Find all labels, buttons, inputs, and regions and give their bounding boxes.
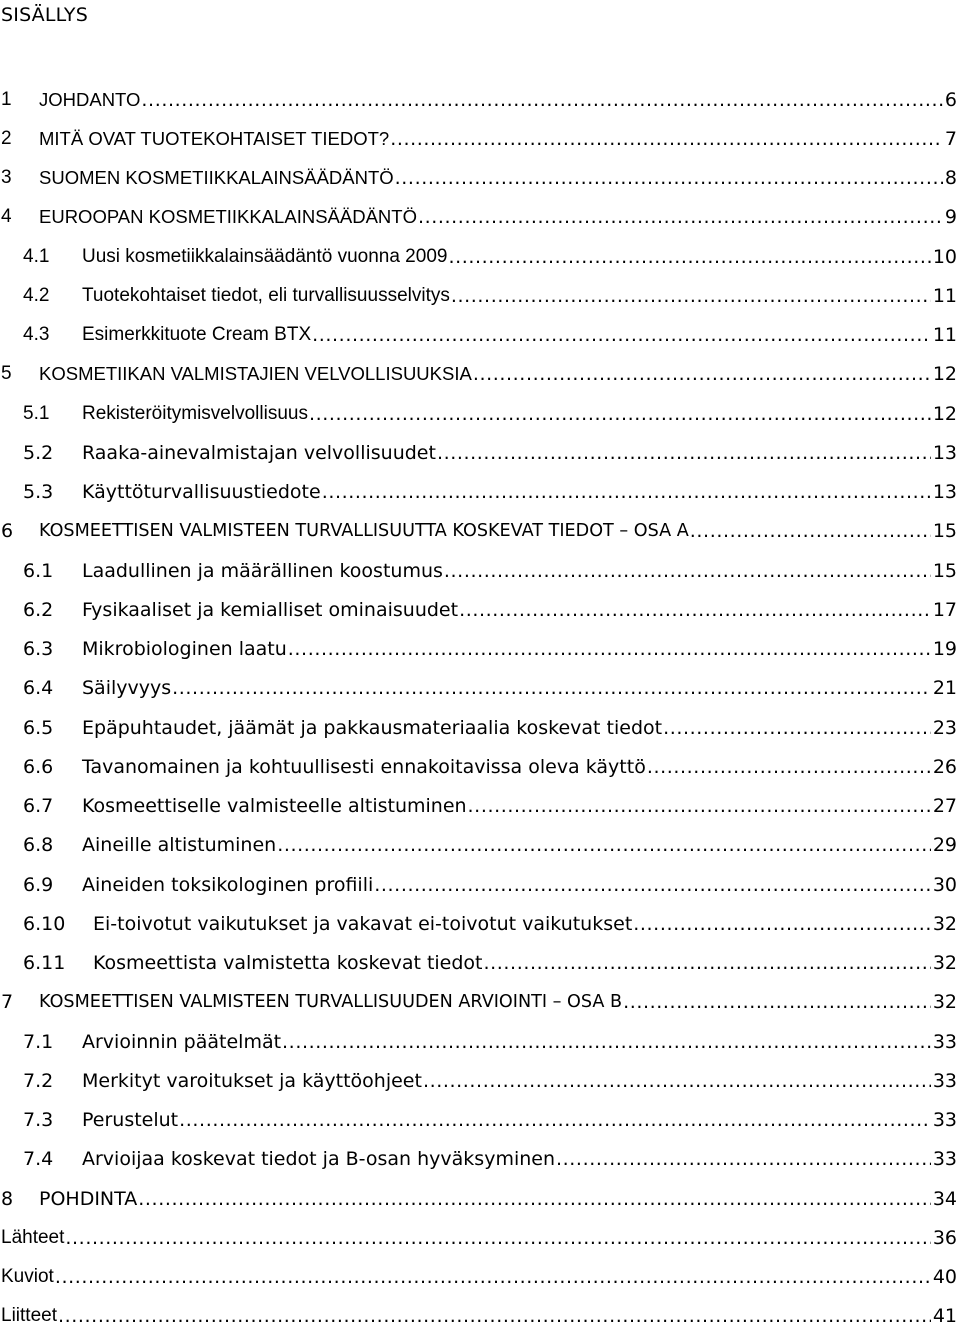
dot-leader [138, 1188, 931, 1210]
toc-entry-title: Käyttöturvallisuustiedote [82, 481, 321, 504]
dot-leader [459, 599, 931, 621]
dot-leader [647, 756, 931, 778]
toc-entry-page: 32 [932, 952, 957, 975]
table-of-contents [0, 80, 957, 1336]
toc-entry[interactable] [0, 983, 957, 1022]
dot-leader [179, 1109, 931, 1131]
toc-entry-title: Rekisteröitymisvelvollisuus [82, 402, 308, 424]
toc-entry[interactable] [0, 747, 957, 786]
toc-entry[interactable] [0, 826, 957, 865]
toc-entry[interactable] [0, 316, 957, 355]
dot-leader [451, 285, 931, 307]
toc-entry-page: 9 [944, 206, 957, 229]
dot-leader [444, 560, 931, 582]
toc-entry-title: Tuotekohtaiset tiedot, eli turvallisuusselvitys [82, 284, 450, 306]
toc-entry-number: 6.3 [23, 638, 54, 661]
toc-entry[interactable] [0, 198, 957, 237]
toc-entry-title: Mikrobiologinen laatu [82, 638, 287, 661]
toc-entry-page: 17 [932, 598, 957, 621]
toc-entry-number: 6.2 [23, 598, 54, 621]
toc-entry-title: KOSMEETTISEN VALMISTEEN TURVALLISUUTTA KOSKEVAT TIEDOT – OSA A [39, 521, 689, 542]
toc-entry-page: 41 [932, 1305, 957, 1328]
toc-entry-page: 36 [932, 1226, 957, 1249]
toc-entry-number: 2 [1, 127, 12, 149]
toc-entry-number: 6.10 [23, 912, 66, 935]
toc-entry-page: 27 [932, 795, 957, 818]
dot-leader [390, 128, 943, 150]
toc-entry-title: Arvioinnin päätelmät [82, 1030, 282, 1053]
toc-entry-number: 5.2 [23, 441, 54, 464]
toc-entry-title: Epäpuhtaudet, jäämät ja pakkausmateriaalia koskevat tiedot [82, 716, 663, 739]
toc-entry[interactable] [0, 1179, 957, 1218]
dot-leader [288, 638, 931, 660]
toc-entry-page: 13 [932, 481, 957, 504]
toc-entry-page: 23 [932, 716, 957, 739]
toc-entry-page: 12 [932, 363, 957, 386]
dot-leader [322, 481, 931, 503]
toc-entry-title: Esimerkkituote Cream BTX [82, 324, 312, 346]
dot-leader [663, 717, 931, 739]
toc-entry[interactable] [0, 119, 957, 158]
toc-entry[interactable] [0, 630, 957, 669]
dot-leader [437, 442, 931, 464]
toc-entry-page: 33 [932, 1148, 957, 1171]
toc-entry-title: Perustelut [82, 1109, 179, 1132]
dot-leader [312, 324, 931, 346]
toc-entry-number: 6.4 [23, 677, 54, 700]
dot-leader [423, 1070, 931, 1092]
dot-leader [395, 167, 943, 189]
toc-entry[interactable] [0, 433, 957, 472]
dot-leader [58, 1305, 931, 1327]
toc-entry-page: 40 [932, 1266, 957, 1289]
toc-entry[interactable] [0, 787, 957, 826]
toc-entry[interactable] [0, 394, 957, 433]
toc-entry-number: 6.7 [23, 795, 54, 818]
dot-leader [623, 991, 931, 1013]
toc-entry[interactable] [0, 904, 957, 943]
toc-entry-number: 6 [1, 520, 14, 543]
toc-entry-number: 7.4 [23, 1148, 54, 1171]
toc-entry-number: 6.5 [23, 716, 54, 739]
toc-entry[interactable] [0, 669, 957, 708]
toc-entry-number: 6.1 [23, 559, 54, 582]
toc-entry[interactable] [0, 1101, 957, 1140]
toc-entry[interactable] [0, 473, 957, 512]
toc-entry-page: 15 [932, 520, 957, 543]
dot-leader [374, 874, 931, 896]
toc-entry-number: 1 [1, 88, 12, 110]
toc-entry-title: Uusi kosmetiikkalainsäädäntö vuonna 2009 [82, 245, 448, 267]
toc-entry[interactable] [0, 865, 957, 904]
toc-entry-number: 7.2 [23, 1069, 54, 1092]
toc-entry[interactable] [0, 1297, 957, 1336]
toc-entry-number: 7 [1, 991, 14, 1014]
toc-entry-number: 8 [1, 1187, 14, 1210]
toc-entry-number: 4 [1, 206, 12, 228]
dot-leader [172, 677, 931, 699]
toc-entry-title: Säilyvyys [82, 677, 172, 700]
toc-entry[interactable] [0, 237, 957, 276]
toc-entry[interactable] [0, 80, 957, 119]
toc-entry-page: 33 [932, 1069, 957, 1092]
toc-entry-page: 7 [944, 127, 957, 150]
toc-entry-title: Merkityt varoitukset ja käyttöohjeet [82, 1069, 422, 1092]
toc-entry-page: 32 [932, 991, 957, 1014]
toc-entry-page: 11 [932, 284, 957, 307]
toc-entry-title: Ei-toivotut vaikutukset ja vakavat ei-toivotut vaikutukset [93, 912, 633, 935]
toc-entry-title: POHDINTA [39, 1187, 138, 1210]
toc-entry[interactable] [0, 1218, 957, 1257]
toc-entry[interactable] [0, 355, 957, 394]
toc-entry-number: 5 [1, 363, 12, 385]
toc-entry-title: JOHDANTO [39, 88, 141, 110]
toc-entry-page: 34 [932, 1187, 957, 1210]
toc-entry[interactable] [0, 276, 957, 315]
dot-leader [448, 246, 930, 268]
toc-entry[interactable] [0, 159, 957, 198]
toc-entry-number: 6.8 [23, 834, 54, 857]
toc-entry-title: Kuviot [1, 1266, 54, 1288]
toc-entry-title: Arvioijaa koskevat tiedot ja B-osan hyväksyminen [82, 1148, 556, 1171]
toc-entry-page: 11 [932, 324, 957, 347]
dot-leader [282, 1031, 931, 1053]
toc-entry-number: 5.1 [23, 402, 50, 424]
toc-entry-title: Fysikaaliset ja kemialliset ominaisuudet [82, 598, 459, 621]
toc-entry[interactable] [0, 1258, 957, 1297]
toc-entry-page: 10 [932, 245, 957, 268]
toc-entry[interactable] [0, 1140, 957, 1179]
dot-leader [418, 206, 943, 228]
dot-leader [473, 363, 931, 385]
toc-entry[interactable] [0, 512, 957, 551]
toc-entry-number: 7.1 [23, 1030, 54, 1053]
dot-leader [690, 520, 931, 542]
toc-entry-title: Tavanomainen ja kohtuullisesti ennakoitavissa oleva käyttö [82, 755, 646, 778]
toc-entry-title: Laadullinen ja määrällinen koostumus [82, 559, 443, 582]
toc-entry-page: 6 [944, 88, 957, 111]
toc-entry-page: 19 [932, 638, 957, 661]
toc-entry-title: MITÄ OVAT TUOTEKOHTAISET TIEDOT? [39, 127, 390, 149]
toc-entry-page: 13 [932, 441, 957, 464]
toc-entry-number: 7.3 [23, 1109, 54, 1132]
toc-entry[interactable] [0, 1061, 957, 1100]
toc-entry[interactable] [0, 551, 957, 590]
dot-leader [277, 834, 931, 856]
dot-leader [484, 952, 931, 974]
dot-leader [633, 913, 931, 935]
toc-entry-title: Kosmeettista valmistetta koskevat tiedot [93, 952, 483, 975]
toc-entry-page: 33 [932, 1109, 957, 1132]
toc-entry[interactable] [0, 590, 957, 629]
toc-entry-page: 30 [932, 873, 957, 896]
toc-entry-page: 12 [932, 402, 957, 425]
toc-entry[interactable] [0, 1022, 957, 1061]
toc-entry-page: 33 [932, 1030, 957, 1053]
toc-entry-title: SUOMEN KOSMETIIKKALAINSÄÄDÄNTÖ [39, 167, 394, 189]
toc-entry-title: Lähteet [1, 1226, 65, 1248]
toc-entry-title: EUROOPAN KOSMETIIKKALAINSÄÄDÄNTÖ [39, 206, 417, 228]
toc-entry-title: KOSMETIIKAN VALMISTAJIEN VELVOLLISUUKSIA [39, 363, 472, 385]
toc-entry-title: Kosmeettiselle valmisteelle altistuminen [82, 795, 467, 818]
toc-entry-number: 3 [1, 167, 12, 189]
toc-entry-number: 6.11 [23, 952, 66, 975]
toc-entry-number: 6.9 [23, 873, 54, 896]
toc-entry-page: 21 [932, 677, 957, 700]
toc-entry-number: 6.6 [23, 755, 54, 778]
toc-entry-number: 4.1 [23, 245, 50, 267]
toc-entry-title: Aineille altistuminen [82, 834, 277, 857]
dot-leader [65, 1227, 930, 1249]
dot-leader [141, 89, 942, 111]
dot-leader [309, 403, 931, 425]
toc-entry-number: 4.3 [23, 324, 50, 346]
toc-entry-title: Aineiden toksikologinen profiili [82, 873, 374, 896]
dot-leader [468, 795, 931, 817]
toc-entry-page: 8 [944, 167, 957, 190]
toc-entry-page: 26 [932, 755, 957, 778]
toc-entry-title: KOSMEETTISEN VALMISTEEN TURVALLISUUDEN ARVIOINTI – OSA B [39, 992, 623, 1013]
toc-entry-number: 4.2 [23, 284, 50, 306]
toc-entry[interactable] [0, 944, 957, 983]
toc-entry-page: 29 [932, 834, 957, 857]
toc-entry-page: 32 [932, 912, 957, 935]
toc-heading: SISÄLLYS [1, 4, 88, 26]
toc-entry-title: Liitteet [1, 1305, 57, 1327]
toc-entry-page: 15 [932, 559, 957, 582]
toc-entry[interactable] [0, 708, 957, 747]
dot-leader [55, 1266, 931, 1288]
dot-leader [556, 1148, 931, 1170]
toc-entry-number: 5.3 [23, 481, 54, 504]
toc-entry-title: Raaka-ainevalmistajan velvollisuudet [82, 441, 436, 464]
